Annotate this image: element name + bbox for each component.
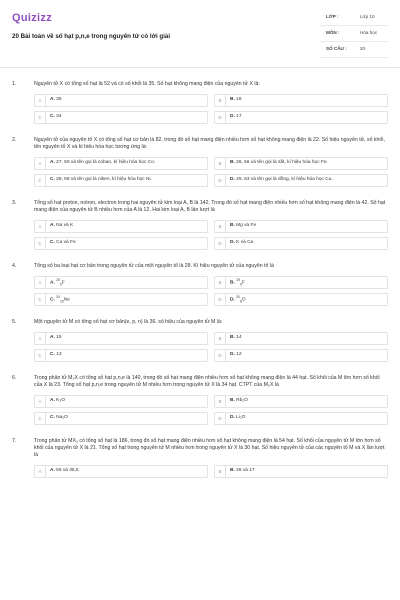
option-value: O [241,297,246,303]
option-letter-box: C [35,112,46,123]
option-key: B. [230,468,235,474]
option-key: D. [230,352,235,358]
option-text [226,114,242,120]
option-key: A. [50,280,55,286]
option-value: K₂O [56,398,65,404]
answer-options [34,276,388,306]
question-item [12,81,388,124]
meta-row-subject [320,26,388,42]
mass-number: 20 [56,278,60,283]
option-value: 56 và 35,5 [56,468,79,474]
option-text [226,335,242,341]
meta-key: MÔN : [326,30,340,36]
option-text [226,398,248,404]
option-letter-box: A [35,95,46,106]
option-text [46,177,152,183]
answer-option-d[interactable] [214,111,388,124]
option-letter-box: D [215,175,226,186]
option-text [226,278,245,287]
question-text: Một nguyên tử M có tổng số hạt cơ bản(e, p, n) là 36. số hiệu của nguyên tử M là: [34,319,223,326]
option-letter-box: B [215,158,226,169]
option-key: A. [50,398,55,404]
option-letter-box: C [35,175,46,186]
answer-option-a[interactable] [34,395,208,408]
answer-option-a[interactable] [34,465,208,478]
option-text [226,240,253,246]
option-key: D. [230,297,235,303]
option-value: 27, 60 và tên gọi là coban, kí hiệu hóa học Co. [56,160,156,166]
option-text [226,415,245,421]
answer-option-d[interactable] [214,174,388,187]
option-text [46,295,70,304]
option-text [226,468,255,474]
question-number: 2. [12,137,17,144]
question-item [12,263,388,306]
question-item [12,375,388,425]
answer-option-c[interactable] [34,349,208,362]
option-text [46,335,62,341]
document-title: 20 Bài toán về số hạt p,n,e trong nguyên tử có lời giải [12,33,171,40]
option-value: 26, 56 và tên gọi là sắt, kí hiệu hóa học Fe. [236,160,328,166]
option-key: D. [230,114,235,120]
answer-option-c[interactable] [34,111,208,124]
option-key: B. [230,97,235,103]
atomic-number: 9 [239,282,242,287]
option-letter-box: B [215,277,226,288]
option-value: F [61,280,65,286]
quizizz-logo: Quizizz [12,12,52,24]
option-text [46,415,68,421]
option-key: D. [230,415,235,421]
question-text: Trong phân tử M₂X có tổng số hạt p,n,e là 140, trong đó số hạt mang điện nhiều hơn số hạt không mang điện là 44 hạt. Số khối của M lớn hơn số khối của X là 23. Tổng số hạt p,n,e trong nguyên tử M nhiều hơn trong nguyên tử X là 34 hạt. CTPT của M₂X là [34,375,380,389]
question-number: 1. [12,81,17,87]
option-letter-box: B [215,466,226,477]
answer-option-b[interactable] [214,395,388,408]
meta-row-grade [320,10,388,26]
option-letter-box: C [35,294,46,305]
option-letter-box: A [35,466,46,477]
option-text [226,295,246,304]
answer-options [34,94,388,124]
meta-row-count [320,42,388,58]
question-text: Tổng số hạt proton, notron, electron trong hai nguyên tử kim loại A, B là 142. Trong đó số hạt mang điện nhiều hơn số hạt không mang điện là 42. Số hạt mang điện của nguyên tử B nhiều hơn của A là 12. Hai kim loại A, B lần lượt là [34,200,386,214]
answer-options [34,465,388,478]
option-letter-box: A [35,158,46,169]
option-text [46,352,62,358]
option-letter-box: B [215,95,226,106]
page-header [0,0,400,68]
option-key: C. [50,114,55,120]
option-letter-box: A [35,277,46,288]
option-value: F [241,280,245,286]
option-text [46,240,76,246]
option-value: 26 và 17 [236,468,255,474]
answer-option-a[interactable] [34,157,208,170]
answer-option-c[interactable] [34,237,208,250]
option-key: B. [230,160,235,166]
atomic-number: 8 [239,299,242,304]
option-text [46,160,155,166]
answer-option-a[interactable] [34,332,208,345]
meta-value: Hóa học [360,30,378,36]
meta-value: 20 [360,46,366,52]
option-letter-box: B [215,396,226,407]
question-number: 3. [12,200,17,207]
answer-option-a[interactable] [34,94,208,107]
option-value: 35 [56,97,62,103]
answer-option-a[interactable] [34,220,208,233]
option-text [46,398,65,404]
atomic-number: 10 [59,299,64,304]
option-key: A. [50,335,55,341]
option-key: A. [50,160,55,166]
answer-option-c[interactable] [34,174,208,187]
answer-option-b[interactable] [214,332,388,345]
answer-options [34,395,388,425]
option-letter-box: D [215,413,226,424]
option-key: D. [230,177,235,183]
meta-key: SỐ CÂU : [326,46,347,52]
option-letter-box: C [35,350,46,361]
answer-option-b[interactable] [214,276,388,289]
option-key: B. [230,223,235,229]
option-text [46,114,62,120]
option-value: 13 [56,352,62,358]
answer-option-b[interactable] [214,465,388,478]
answer-option-b[interactable] [214,94,388,107]
option-value: 34 [56,114,62,120]
option-value: 15 [56,335,62,341]
option-letter-box: A [35,396,46,407]
option-letter-box: B [215,333,226,344]
answer-option-c[interactable] [34,412,208,425]
option-key: D. [230,240,235,246]
option-key: B. [230,398,235,404]
option-letter-box: D [215,112,226,123]
question-item [12,137,388,187]
option-key: B. [230,280,235,286]
option-value: 18 [236,97,242,103]
option-letter-box: C [35,413,46,424]
mass-number: 20 [236,295,240,300]
option-value: Na₂O [56,415,68,421]
question-item [12,438,388,478]
answer-option-d[interactable] [214,412,388,425]
option-letter-box: D [215,294,226,305]
option-text [226,97,242,103]
option-key: C. [50,352,55,358]
option-letter-box: D [215,350,226,361]
option-key: A. [50,223,55,229]
option-letter-box: D [215,238,226,249]
option-text [226,223,256,229]
question-text: Nguyên tử của nguyên tố X có tổng số hạt cơ bản là 82, trong đó số hạt mang điện nhiều hơn số hạt không mang điện là 22. Số hiệu nguyên tử, số khối, tên nguyên tố X và kí hiệu hóa học tương ứng là: [34,137,385,151]
option-text [226,177,333,183]
option-text [46,97,62,103]
answer-options [34,220,388,250]
option-key: C. [50,415,55,421]
option-value: 17 [236,114,242,120]
option-value: Ne [63,297,70,303]
option-value: 12 [236,352,242,358]
question-list [0,81,400,478]
option-value: 29, 63 và tên gọi là đồng, kí hiệu hóa học Cu. [236,177,333,183]
option-text [46,223,73,229]
option-text [226,352,242,358]
question-number: 5. [12,319,17,326]
question-number: 7. [12,438,17,445]
answer-option-d[interactable] [214,349,388,362]
option-value: Rb₂O [236,398,248,404]
atomic-number: 9 [59,282,62,287]
option-text [46,468,79,474]
question-number: 4. [12,263,17,270]
meta-panel [320,10,388,58]
option-value: Ca và Fe [56,240,76,246]
question-text: Tổng số ba loại hạt cơ bản trong nguyên tử của một nguyên tố là 28. Kí hiệu nguyên tử của nguyên tố là [34,263,274,270]
question-text: Trong phân tử MX₂ có tổng số hạt là 186, trong đó số hạt mang điện nhiều hơn số hạt không mang điện là 54 hạt. Số khối của nguyên tử M lớn hơn số khối của nguyên tử X là 21. Tổng số hạt trong nguyên tử M nhiều hơn trong nguyên tử X là 30 hạt. Số hiệu nguyên tử của các nguyên tố M và X lần lượt là [34,438,385,459]
answer-options [34,157,388,187]
option-value: 28, 59 và tên gọi là niken, kí hiệu hóa học Ni. [56,177,152,183]
option-letter-box: C [35,238,46,249]
option-key: A. [50,468,55,474]
option-key: A. [50,97,55,103]
option-value: K và Ca [236,240,254,246]
answer-option-a[interactable] [34,276,208,289]
option-letter-box: A [35,333,46,344]
option-letter-box: B [215,221,226,232]
question-text: Nguyên tử X có tổng số hạt là 52 và có số khối là 35. Số hạt không mang điện của nguyên tử X là: [34,81,260,87]
meta-key: LỚP : [326,14,339,20]
question-number: 6. [12,375,17,382]
question-item [12,200,388,250]
option-text [46,278,65,287]
answer-option-c[interactable] [34,293,208,306]
answer-options [34,332,388,362]
option-key: B. [230,335,235,341]
answer-option-b[interactable] [214,157,388,170]
mass-number: 19 [236,278,240,283]
option-key: C. [50,240,55,246]
question-item [12,319,388,362]
option-value: Mg và Fe [236,223,257,229]
option-letter-box: A [35,221,46,232]
answer-option-d[interactable] [214,293,388,306]
mass-number: 20 [56,295,60,300]
option-value: Na và K [56,223,74,229]
answer-option-d[interactable] [214,237,388,250]
option-value: Li₂O [236,415,246,421]
option-text [226,160,328,166]
answer-option-b[interactable] [214,220,388,233]
option-key: C. [50,297,55,303]
option-value: 14 [236,335,242,341]
meta-value: Lớp 10 [360,14,375,20]
option-key: C. [50,177,55,183]
